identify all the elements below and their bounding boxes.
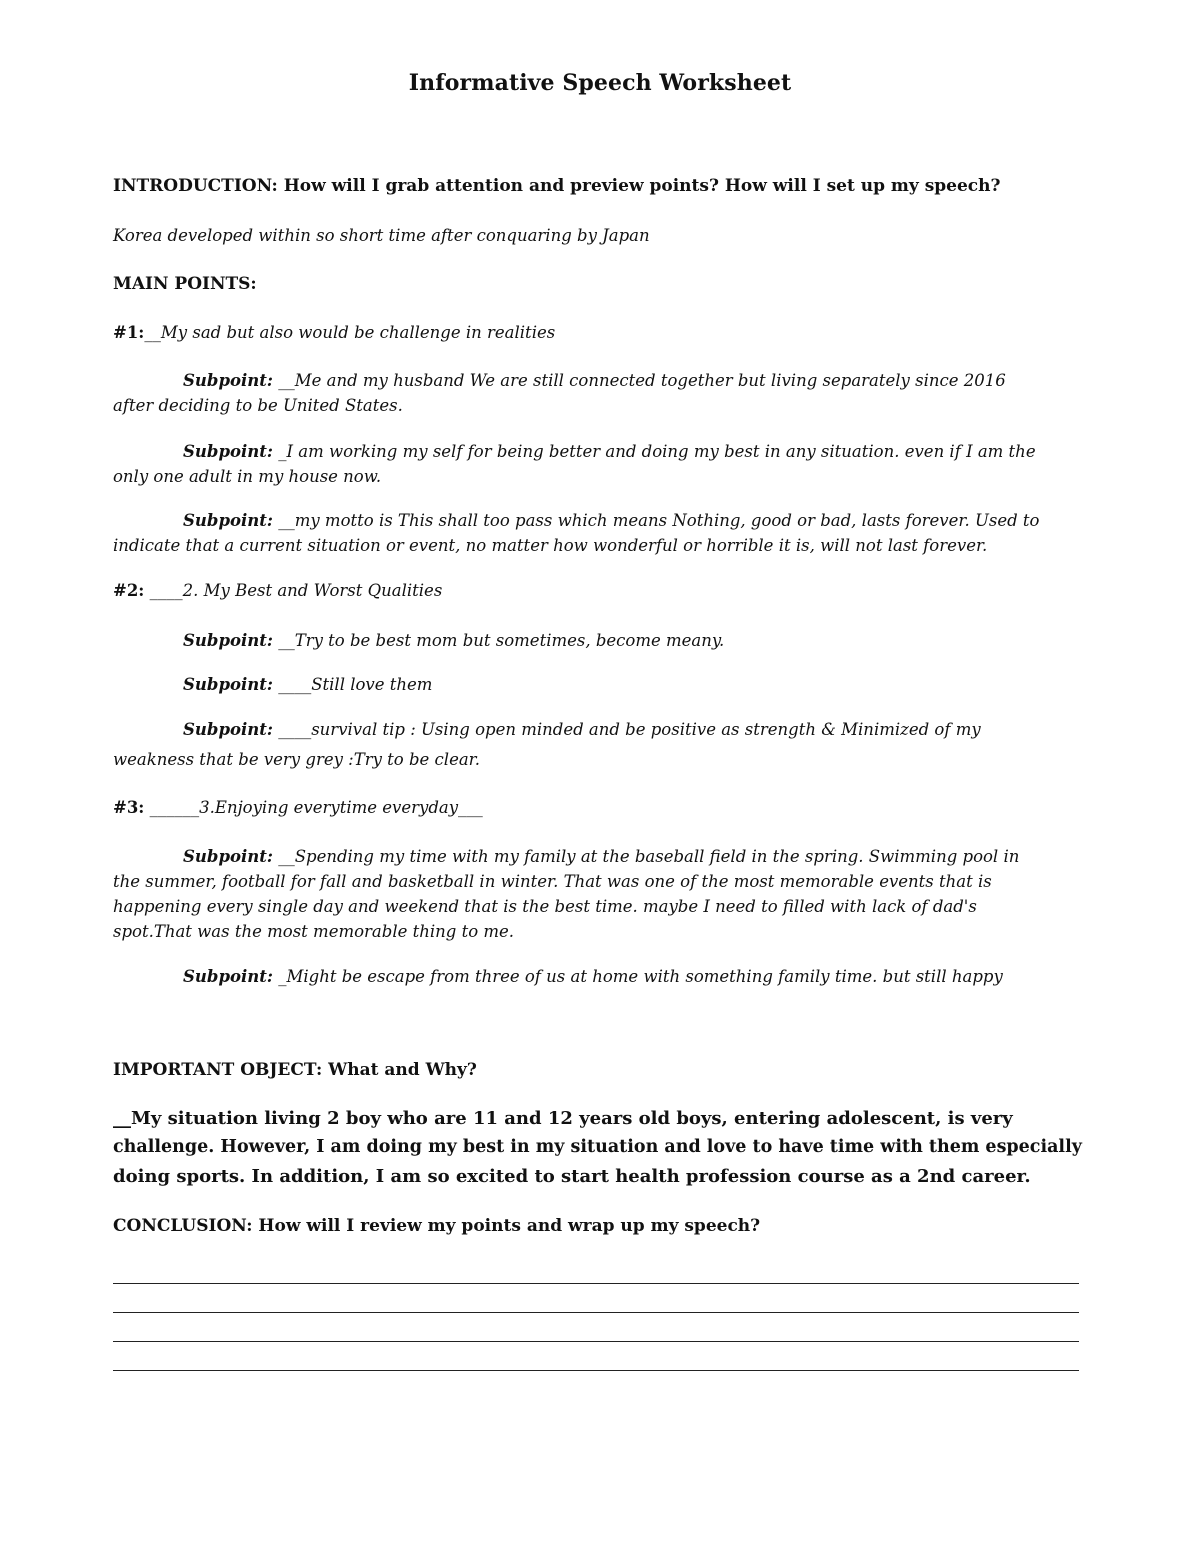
- subpoint-1-2: [183, 442, 1036, 461]
- subpoint-text: ____Still love them: [272, 675, 433, 694]
- subpoint-1-3: [183, 511, 1039, 530]
- subpoint-text: _I am working my self for being better and doing my best in any situation. even if I am the: [272, 442, 1036, 461]
- subpoint-label: Subpoint:: [183, 631, 273, 650]
- introduction-heading: INTRODUCTION: How will I grab attention and preview points? How will I set up my speech?: [113, 176, 1001, 196]
- important-object-heading: IMPORTANT OBJECT: What and Why?: [113, 1060, 477, 1080]
- main-point-3: [113, 798, 483, 817]
- conclusion-heading: CONCLUSION: How will I review my points and wrap up my speech?: [113, 1216, 761, 1236]
- subpoint-text: ____survival tip : Using open minded and be positive as strength & Minimized of my: [272, 720, 981, 739]
- subpoint-2-2: [183, 675, 432, 694]
- subpoint-1-3-continuation: indicate that a current situation or event, no matter how wonderful or horrible it is, will not last forever.: [113, 536, 988, 555]
- page-title: Informative Speech Worksheet: [408, 70, 792, 96]
- conclusion-blank-line[interactable]: [113, 1370, 1079, 1371]
- subpoint-text: __my motto is This shall too pass which means Nothing, good or bad, lasts forever. Used to: [272, 511, 1040, 530]
- conclusion-blank-line[interactable]: [113, 1341, 1079, 1342]
- main-point-2: [113, 581, 442, 600]
- subpoint-3-2: [183, 967, 1003, 986]
- subpoint-2-3: [183, 720, 981, 739]
- main-point-2-label: #2:: [113, 581, 145, 600]
- subpoint-3-1-continuation: the summer, football for fall and basketball in winter. That was one of the most memorable events that is: [113, 872, 992, 891]
- main-point-1-text: __My sad but also would be challenge in realities: [144, 323, 556, 342]
- subpoint-text: __Spending my time with my family at the baseball field in the spring. Swimming pool in: [272, 847, 1020, 866]
- subpoint-text: _Might be escape from three of us at home with something family time. but still happy: [272, 967, 1003, 986]
- main-point-3-text: ______3.Enjoying everytime everyday___: [144, 798, 483, 817]
- subpoint-label: Subpoint:: [183, 675, 273, 694]
- main-point-1: [113, 323, 555, 342]
- subpoint-label: Subpoint:: [183, 967, 273, 986]
- main-point-3-label: #3:: [113, 798, 145, 817]
- subpoint-3-1: [183, 847, 1019, 866]
- subpoint-1-1-continuation: after deciding to be United States.: [113, 396, 403, 415]
- subpoint-text: __Try to be best mom but sometimes, become meany.: [272, 631, 725, 650]
- subpoint-2-3-continuation: weakness that be very grey :Try to be clear.: [113, 750, 480, 769]
- important-object-line: __My situation living 2 boy who are 11 and 12 years old boys, entering adolescent, is very: [113, 1108, 1013, 1129]
- important-object-line: doing sports. In addition, I am so excited to start health profession course as a 2nd career.: [113, 1166, 1031, 1187]
- subpoint-3-1-continuation: happening every single day and weekend that is the best time. maybe I need to filled with lack of dad's: [113, 897, 977, 916]
- subpoint-label: Subpoint:: [183, 720, 273, 739]
- conclusion-blank-line[interactable]: [113, 1312, 1079, 1313]
- introduction-answer: Korea developed within so short time after conquaring by Japan: [113, 226, 650, 245]
- subpoint-text: __Me and my husband We are still connected together but living separately since 2016: [272, 371, 1006, 390]
- main-points-heading: MAIN POINTS:: [113, 274, 257, 294]
- subpoint-3-1-continuation: spot.That was the most memorable thing to me.: [113, 922, 515, 941]
- subpoint-label: Subpoint:: [183, 371, 273, 390]
- main-point-1-label: #1:: [113, 323, 145, 342]
- subpoint-2-1: [183, 631, 724, 650]
- main-point-2-text: ____2. My Best and Worst Qualities: [144, 581, 443, 600]
- subpoint-label: Subpoint:: [183, 847, 273, 866]
- conclusion-blank-line[interactable]: [113, 1283, 1079, 1284]
- subpoint-label: Subpoint:: [183, 442, 273, 461]
- subpoint-1-1: [183, 371, 1006, 390]
- subpoint-1-2-continuation: only one adult in my house now.: [113, 467, 382, 486]
- important-object-line: challenge. However, I am doing my best in my situation and love to have time with them especially: [113, 1137, 1082, 1157]
- subpoint-label: Subpoint:: [183, 511, 273, 530]
